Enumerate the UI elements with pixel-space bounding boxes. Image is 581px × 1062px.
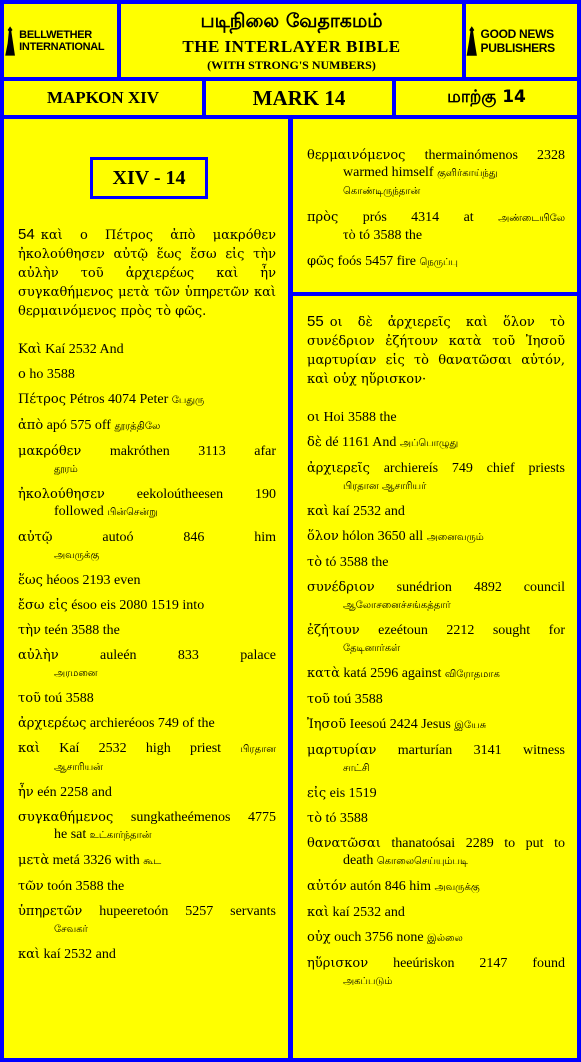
tamil-gloss: தூரத்திலே — [114, 421, 161, 432]
greek-word: Ἰησοῦ — [307, 717, 347, 732]
word-list-54-continued — [307, 147, 565, 271]
gloss: ésoo eis 2080 1519 into — [71, 598, 205, 613]
gloss: katá 2596 against — [343, 666, 442, 681]
word-entry-line — [18, 443, 276, 460]
gloss: tó 3588 the — [325, 555, 389, 570]
greek-word: οὐχ — [307, 930, 331, 945]
tamil-gloss: அனைவரும் — [426, 532, 484, 543]
verse-number: 55 — [307, 313, 324, 330]
word-entry-line — [18, 903, 276, 920]
chapter-verse-badge: XIV - 14 — [90, 157, 208, 199]
word-entry — [18, 784, 276, 801]
word-entry-line — [307, 904, 565, 921]
greek-word: ἦν — [18, 785, 34, 800]
greek-word: μακρόθεν — [18, 444, 82, 459]
word-entry — [307, 716, 565, 734]
word-entry — [307, 810, 565, 827]
greek-word: μετὰ — [18, 853, 50, 868]
word-entry — [307, 665, 565, 683]
greek-word: καὶ — [18, 947, 41, 962]
tamil-gloss: இல்லை — [427, 933, 463, 944]
word-entry-line — [307, 742, 565, 759]
word-entry — [18, 647, 276, 682]
greek-word: καὶ — [307, 905, 330, 920]
right-logo — [466, 4, 577, 77]
greek-word: ἕως — [18, 573, 43, 588]
gloss: archiereís 749 chief priests — [383, 461, 565, 476]
word-entry — [307, 785, 565, 802]
gloss: prós 4314 at — [362, 210, 474, 225]
gloss: sunédrion 4892 council — [396, 580, 565, 595]
word-entry — [18, 486, 276, 521]
word-list-54 — [18, 341, 276, 963]
left-logo — [4, 4, 117, 77]
gloss: kaí 2532 and — [332, 905, 405, 920]
book-tamil: மாற்கு 14 — [396, 81, 577, 115]
gloss: auleén 833 palace — [100, 648, 277, 663]
word-entry — [18, 903, 276, 938]
verse-number: 54 — [18, 226, 35, 243]
greek-word: αὐτόν — [307, 879, 347, 894]
word-entry-line — [18, 715, 276, 732]
word-entry — [18, 809, 276, 844]
gloss: kaí 2532 and — [332, 504, 405, 519]
gloss: ho 3588 — [29, 367, 75, 382]
word-entry-line — [307, 716, 565, 734]
gloss: eén 2258 and — [37, 785, 112, 800]
greek-word: καὶ — [18, 741, 41, 756]
gloss: archieréoos 749 of the — [89, 716, 215, 731]
tamil-gloss: விரோதமாக — [444, 669, 500, 680]
title-sub: (WITH STRONG'S NUMBERS) — [207, 58, 376, 72]
greek-word: ὑπηρετῶν — [18, 904, 83, 919]
gloss-continued: ஆலோசனைச்சங்கத்தார் — [343, 600, 451, 611]
word-entry-line — [307, 409, 565, 426]
word-entry-line — [307, 835, 565, 852]
gloss: ouch 3756 none — [334, 930, 424, 945]
verse-greek: καὶ ο Πέτρος ἀπὸ μακρόθεν ἠκολούθησεν αὐτῷ ἕως ἔσω εἰς τὴν αὐλὴν τοῦ ἀρχιερέως καὶ ἦν συγκαθήμενος μετὰ τῶν ὑπηρετῶν καὶ θερμαινόμενος πρὸς τὸ φῶς. — [18, 228, 276, 319]
gloss: héoos 2193 even — [46, 573, 141, 588]
word-entry-line — [18, 622, 276, 639]
gloss: makróthen 3113 afar — [109, 444, 276, 459]
greek-word: καὶ — [307, 504, 330, 519]
word-entry-line — [307, 691, 565, 708]
greek-word: συνέδριον — [307, 580, 375, 595]
greek-word: θερμαινόμενος — [307, 148, 406, 163]
word-entry — [18, 529, 276, 564]
word-entry — [18, 391, 276, 409]
word-entry — [307, 904, 565, 921]
gloss: marturían 3141 witness — [397, 743, 566, 758]
word-entry — [18, 572, 276, 589]
greek-word: ἔσω εἰς — [18, 598, 68, 613]
greek-word: συγκαθήμενος — [18, 810, 114, 825]
word-entry-line — [18, 740, 276, 758]
word-entry-line — [307, 810, 565, 827]
word-entry — [18, 740, 276, 776]
gloss: Kaí 2532 And — [45, 342, 124, 357]
gloss-continued: death கொலைசெய்யும்படி — [343, 853, 468, 868]
word-entry — [307, 742, 565, 777]
title-tamil: படிநிலை வேதாகமம் — [200, 10, 383, 32]
greek-word: ηὕρισκον — [307, 956, 369, 971]
publisher-figure-icon — [466, 16, 478, 66]
word-entry-line — [307, 579, 565, 596]
right-bottom-column — [293, 296, 577, 1058]
greek-word: Πέτρος — [18, 392, 67, 407]
word-entry — [307, 434, 565, 452]
word-entry-line — [307, 878, 565, 896]
word-entry — [307, 955, 565, 990]
tamil-gloss: கூட — [143, 856, 162, 867]
right-top-column — [293, 119, 577, 292]
gloss: ezeétoun 2212 sought for — [378, 623, 565, 638]
book-greek: ΜΑΡΚΟΝ XIV — [4, 81, 202, 115]
gloss-continued: அகப்படும் — [343, 976, 393, 987]
gloss-continued: பிரதான ஆசாரியர் — [343, 481, 427, 492]
word-entry — [18, 946, 276, 963]
gloss: toón 3588 the — [47, 879, 125, 894]
greek-word: μαρτυρίαν — [307, 743, 377, 758]
title-main: THE INTERLAYER BIBLE — [182, 37, 401, 56]
word-entry — [307, 579, 565, 614]
greek-word: τοῦ — [18, 691, 41, 706]
word-entry-line — [307, 209, 565, 227]
word-entry — [307, 554, 565, 571]
word-list-55 — [307, 409, 565, 990]
word-entry — [307, 622, 565, 657]
greek-word: ἀρχιερέως — [18, 716, 87, 731]
title-block — [121, 4, 462, 77]
word-entry — [18, 622, 276, 639]
gloss: heeúriskon 2147 found — [393, 956, 566, 971]
gloss: sungkatheémenos 4775 — [130, 810, 277, 825]
greek-word: θανατῶσαι — [307, 836, 381, 851]
word-entry — [18, 878, 276, 895]
tamil-gloss: பிரதான — [240, 744, 277, 755]
word-entry — [18, 852, 276, 870]
gloss: dé 1161 And — [325, 435, 397, 450]
gloss-continued: தேடினார்கள் — [343, 643, 401, 654]
greek-word: ἐζήτουν — [307, 623, 360, 638]
word-entry — [18, 443, 276, 478]
word-entry-line — [18, 572, 276, 589]
gloss-continued: τὸ tó 3588 the — [343, 228, 423, 243]
left-column — [4, 119, 288, 1058]
greek-word: τὸ — [307, 555, 323, 570]
word-entry-line — [307, 622, 565, 639]
word-entry — [307, 503, 565, 520]
word-entry-line — [18, 878, 276, 895]
left-logo-text: BELLWETHER INTERNATIONAL — [19, 28, 105, 53]
word-entry-line — [307, 929, 565, 947]
word-entry-line — [18, 852, 276, 870]
word-entry-line — [307, 554, 565, 571]
word-entry-line — [18, 597, 276, 614]
gloss: apó 575 off — [46, 418, 111, 433]
gloss: toú 3588 — [333, 692, 383, 707]
greek-word: ὅλον — [307, 529, 339, 544]
tamil-gloss: பேதுரு — [171, 395, 205, 406]
gloss: tó 3588 — [325, 811, 368, 826]
gloss: Ieesoú 2424 Jesus — [349, 717, 451, 732]
gloss-continued: தூரம் — [54, 464, 78, 475]
word-entry — [307, 929, 565, 947]
gloss: Hoi 3588 the — [323, 410, 397, 425]
verse-54-text — [18, 225, 276, 321]
tamil-gloss: அவருக்கு — [434, 882, 480, 893]
gloss: toú 3588 — [44, 691, 94, 706]
greek-word: κατὰ — [307, 666, 340, 681]
gloss-continued: சேவகர் — [54, 924, 88, 935]
word-entry-line — [307, 503, 565, 520]
word-entry-line — [18, 529, 276, 546]
word-entry-line — [18, 809, 276, 826]
word-entry-line — [18, 784, 276, 801]
word-entry-line — [18, 341, 276, 358]
word-entry-line — [307, 147, 565, 164]
word-entry-line — [307, 785, 565, 802]
gloss: kaí 2532 and — [43, 947, 116, 962]
greek-word: ἠκολούθησεν — [18, 487, 105, 502]
verse-55-text — [307, 312, 565, 389]
gloss-continued: சாட்சி — [343, 763, 370, 774]
gloss: teén 3588 the — [44, 623, 120, 638]
tamil-gloss: அப்பொழுது — [399, 438, 459, 449]
word-entry — [307, 460, 565, 495]
greek-word: ἀρχιερεῖς — [307, 461, 370, 476]
word-entry-line — [307, 434, 565, 452]
word-entry — [18, 597, 276, 614]
word-entry — [18, 366, 276, 383]
tamil-gloss: இயேசு — [454, 720, 487, 731]
gloss: autoó 846 him — [102, 530, 276, 545]
gloss: thanatoósai 2289 to put to — [391, 836, 565, 851]
greek-word: πρὸς — [307, 210, 339, 225]
word-entry — [307, 209, 565, 244]
word-entry — [307, 147, 565, 200]
word-entry — [18, 690, 276, 707]
word-entry — [307, 878, 565, 896]
word-entry-line — [18, 366, 276, 383]
word-entry-line — [18, 647, 276, 664]
book-english: MARK 14 — [206, 81, 392, 115]
greek-word: τοῦ — [307, 692, 330, 707]
word-entry-line — [18, 946, 276, 963]
gloss-continued: ஆசாரியன் — [54, 762, 103, 773]
gloss-continued: followed பின்சென்று — [54, 504, 158, 519]
gloss: foós 5457 fire — [337, 254, 417, 269]
right-logo-text: GOOD NEWS PUBLISHERS — [480, 26, 555, 55]
word-entry-line — [307, 460, 565, 477]
tamil-gloss: நெருப்பு — [419, 257, 458, 268]
greek-word: αὐλὴν — [18, 648, 59, 663]
word-entry — [18, 715, 276, 732]
greek-word: φῶς — [307, 254, 334, 269]
gloss-continued: அவருக்கு — [54, 550, 100, 561]
gloss: Kaí 2532 high priest — [59, 741, 222, 756]
gloss: metá 3326 with — [52, 853, 140, 868]
greek-word: εἰς — [307, 786, 327, 801]
word-entry — [18, 417, 276, 435]
greek-word: ο — [18, 367, 26, 382]
word-entry — [307, 253, 565, 271]
gloss-continued: warmed himself குளிர்காய்ந்து கொண்டிருந்தான் — [343, 165, 498, 197]
verse-greek: οι δὲ ἀρχιερεῖς καὶ ὅλον τὸ συνέδριον ἐζήτουν κατὰ τοῦ Ἰησοῦ μαρτυρίαν εἰς τὸ θανατῶσαι αὐτόν, καὶ οὐχ ηὕρισκον· — [307, 315, 565, 387]
word-entry-line — [18, 486, 276, 503]
gloss: autón 846 him — [350, 879, 431, 894]
greek-word: Καὶ — [18, 342, 42, 357]
greek-word: τῶν — [18, 879, 44, 894]
gloss-continued: அரமனை — [54, 668, 98, 679]
greek-word: οι — [307, 410, 320, 425]
greek-word: αὐτῷ — [18, 530, 53, 545]
gloss: eis 1519 — [329, 786, 377, 801]
gloss: Pétros 4074 Peter — [69, 392, 169, 407]
word-entry — [307, 835, 565, 870]
word-entry-line — [18, 391, 276, 409]
gloss-continued: he sat உட்கார்ந்தான் — [54, 827, 152, 842]
word-entry-line — [307, 665, 565, 683]
word-entry-line — [307, 253, 565, 271]
word-entry — [18, 341, 276, 358]
word-entry-line — [18, 417, 276, 435]
gloss: thermainómenos 2328 — [424, 148, 566, 163]
greek-word: ἀπὸ — [18, 418, 44, 433]
word-entry — [307, 409, 565, 426]
tamil-gloss: அண்டையிலே — [498, 213, 566, 224]
word-entry-line — [307, 528, 565, 546]
greek-word: δὲ — [307, 435, 322, 450]
gloss: hólon 3650 all — [342, 529, 424, 544]
greek-word: τὸ — [307, 811, 323, 826]
word-entry-line — [18, 690, 276, 707]
word-entry — [307, 528, 565, 546]
word-entry-line — [307, 955, 565, 972]
greek-word: τὴν — [18, 623, 41, 638]
gloss: eekoloútheesen 190 — [136, 487, 277, 502]
word-entry — [307, 691, 565, 708]
bellwether-figure-icon — [4, 15, 16, 67]
gloss: hupeeretoón 5257 servants — [99, 904, 276, 919]
